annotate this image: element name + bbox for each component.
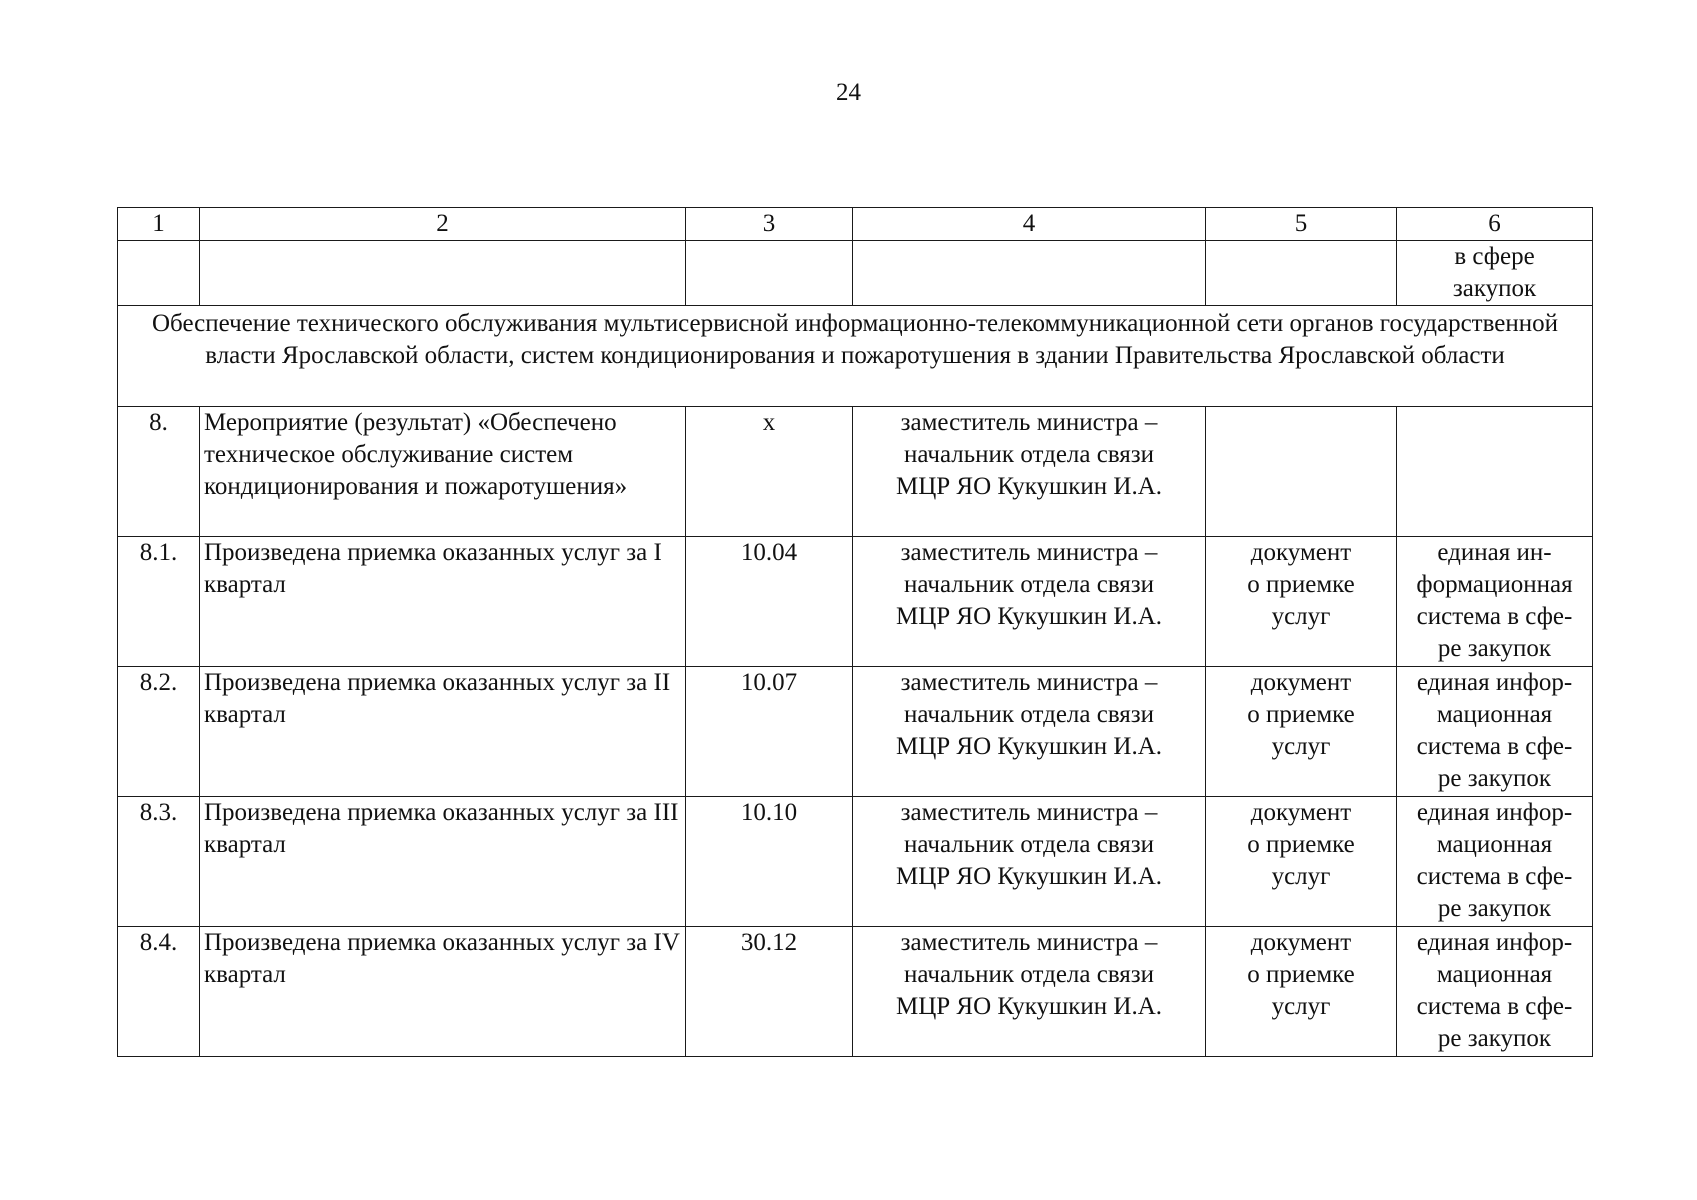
column-number: 4 xyxy=(853,208,1206,241)
row-responsible: заместитель министра – начальник отдела связи МЦР ЯО Кукушкин И.А. xyxy=(853,537,1206,667)
row-document: документ о приемке услуг xyxy=(1206,537,1397,667)
column-number: 1 xyxy=(118,208,200,241)
row-system: единая ин- формационная система в сфе- ре закупок xyxy=(1397,537,1593,667)
column-number: 5 xyxy=(1206,208,1397,241)
row-document: документ о приемке услуг xyxy=(1206,797,1397,927)
table-row xyxy=(118,667,1593,797)
table-row xyxy=(118,927,1593,1057)
row-date: 10.07 xyxy=(686,667,853,797)
row-responsible: заместитель министра – начальник отдела связи МЦР ЯО Кукушкин И.А. xyxy=(853,667,1206,797)
row-responsible: заместитель министра – начальник отдела связи МЦР ЯО Кукушкин И.А. xyxy=(853,407,1206,537)
row-number: 8. xyxy=(118,407,200,537)
row-responsible: заместитель министра – начальник отдела связи МЦР ЯО Кукушкин И.А. xyxy=(853,797,1206,927)
row-system: единая инфор- мационная система в сфе- ре закупок xyxy=(1397,797,1593,927)
row-document: документ о приемке услуг xyxy=(1206,927,1397,1057)
column-number-row xyxy=(118,208,1593,241)
page-number: 24 xyxy=(836,79,861,106)
section-title: Обеспечение технического обслуживания мультисервисной информационно-телекоммуникационной сети органов государственной власти Ярославской области, систем кондиционирования и пожаротушения в здании Правительства Ярославской области xyxy=(118,306,1593,407)
row-description: Произведена приемка оказанных услуг за IV квартал xyxy=(200,927,686,1057)
table-cell xyxy=(200,241,686,306)
table-cell: в сфере закупок xyxy=(1397,241,1593,306)
table-cell xyxy=(686,241,853,306)
row-number: 8.1. xyxy=(118,537,200,667)
row-description: Произведена приемка оказанных услуг за III квартал xyxy=(200,797,686,927)
row-number: 8.3. xyxy=(118,797,200,927)
plan-table xyxy=(117,207,1593,1057)
row-system: единая инфор- мационная система в сфе- ре закупок xyxy=(1397,927,1593,1057)
row-document: документ о приемке услуг xyxy=(1206,667,1397,797)
row-date: х xyxy=(686,407,853,537)
table-row xyxy=(118,797,1593,927)
column-number: 3 xyxy=(686,208,853,241)
column-number: 6 xyxy=(1397,208,1593,241)
row-system: единая инфор- мационная система в сфе- ре закупок xyxy=(1397,667,1593,797)
row-description: Мероприятие (результат) «Обеспечено техническое обслуживание систем кондиционирования и пожаротушения» xyxy=(200,407,686,537)
column-number: 2 xyxy=(200,208,686,241)
row-responsible: заместитель министра – начальник отдела связи МЦР ЯО Кукушкин И.А. xyxy=(853,927,1206,1057)
row-date: 10.10 xyxy=(686,797,853,927)
table-cell xyxy=(853,241,1206,306)
table-row xyxy=(118,537,1593,667)
row-number: 8.2. xyxy=(118,667,200,797)
table-row xyxy=(118,407,1593,537)
row-description: Произведена приемка оказанных услуг за II квартал xyxy=(200,667,686,797)
row-date: 10.04 xyxy=(686,537,853,667)
table-body xyxy=(118,407,1593,1057)
row-system xyxy=(1397,407,1593,537)
table-cell xyxy=(118,241,200,306)
section-row xyxy=(118,306,1593,407)
row-description: Произведена приемка оказанных услуг за I квартал xyxy=(200,537,686,667)
row-document xyxy=(1206,407,1397,537)
row-date: 30.12 xyxy=(686,927,853,1057)
row-number: 8.4. xyxy=(118,927,200,1057)
continuation-row xyxy=(118,241,1593,306)
table-cell xyxy=(1206,241,1397,306)
